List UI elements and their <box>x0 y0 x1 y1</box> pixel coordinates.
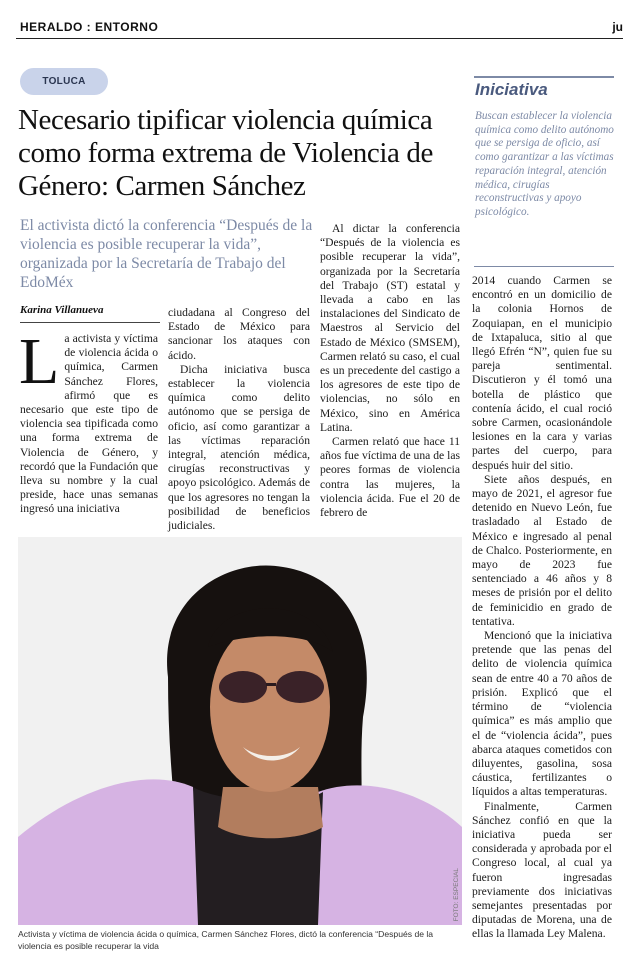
paragraph: Dicha iniciativa busca establecer la violencia química como delito autónomo que se persiga de oficio, así como garantizar a las víctimas reparación integral, atención médica, cirugías reconstructivas y apoyo psicológico. Además de que los agresores no tengan la posibilidad de beneficios judiciales. <box>168 362 310 533</box>
paragraph: a activista y víctima de violencia ácida o química, Carmen Sánchez Flores, afirmó que es necesario que este tipo de violencia sea tipificada como una forma extrema de Violencia de Género, y recordó que la Fundación que lleva su nombre y la cual preside, hace unas semanas ingresó una iniciativa <box>20 332 158 516</box>
headline: Necesario tipificar violencia química como forma extrema de Violencia de Género: Carmen Sánchez <box>18 104 433 202</box>
paragraph: Siete años después, en mayo de 2021, el agresor fue detenido en Nuevo León, fue trasladado al Estado de México e ingresado al penal de Chalco. Posteriormente, en mayo de 2023 fue sentenciado a 46 años y 8 meses de prisión por el delito de feminicidio en grado de tentativa. <box>472 472 612 628</box>
byline: Karina Villanueva <box>20 304 104 316</box>
article-column-3 <box>320 222 460 520</box>
sidebar-text: Buscan establecer la violencia química como delito autónomo que se persiga de oficio, así como garantizar a las víctimas reparación integral, atención médica, cirugías reconstructivas y apoyo psicológico. <box>475 110 614 218</box>
sidebar-divider-top <box>474 76 614 78</box>
deck: El activista dictó la conferencia “Después de la violencia es posible recuperar la vida”, organizada por la Secretaría de Trabajo del EdoMéx <box>20 217 313 291</box>
page-header <box>16 16 623 40</box>
sidebar-divider-bottom <box>474 266 614 267</box>
portrait-illustration <box>18 537 462 925</box>
article-column-1 <box>19 325 158 517</box>
article-photo <box>18 537 462 925</box>
photo-credit: FOTO: ESPECIAL <box>453 867 460 921</box>
paragraph: Al dictar la conferencia “Después de la violencia es posible recuperar la vida”, organizada por la Secretaría del Trabajo (ST) estatal y llevada a cabo en las instalaciones del Sindicato de Maestros al Servicio del Estado de México (SMSEM), Carmen relató su caso, el cual es un precedente del castigo a los agresores de este tipo de violencias, no sólo en México, sino en América Latina. <box>320 222 460 434</box>
location-tag: TOLUCA <box>20 68 108 95</box>
sidebar-title: Iniciativa <box>475 80 548 99</box>
paragraph: 2014 cuando Carmen se encontró en un domicilio de la colonia Hornos de Zoquiapan, en el municipio de Ixtapaluca, sitio al que llegó Efrén “N”, quien fue su pareja sentimental. Discutieron y él tomó una botella de plástico que contenía ácido, el cual roció sobre Carmen, ocasionándole lesiones en la cara y varias partes del cuerpo, para después huir del sitio. <box>472 274 612 472</box>
paragraph: ciudadana al Congreso del Estado de México para sancionar los ataques con ácido. <box>168 306 310 362</box>
dropcap: L <box>19 325 60 398</box>
article-column-4 <box>472 274 612 942</box>
header-divider <box>16 38 623 39</box>
paragraph: Mencionó que la iniciativa pretende que las penas del delito de violencia química sean de entre 40 a 70 años de prisión. Explicó que el término de “violencia química” es más amplio que el de “violencia ácida”, pues abarca ataques cometidos con diluyentes, gasolina, sosa cáustica, fertilizantes o líquidos a altas temperaturas. <box>472 629 612 799</box>
header-date: ju <box>612 20 623 34</box>
article-column-2 <box>168 306 310 533</box>
byline-divider <box>20 322 160 323</box>
photo-caption: Activista y víctima de violencia ácida o química, Carmen Sánchez Flores, dictó la conferencia “Después de la violencia es posible recuperar la vida <box>18 929 434 951</box>
section-label: HERALDO : ENTORNO <box>20 20 159 34</box>
paragraph: Carmen relató que hace 11 años fue víctima de una de las peores formas de violencia contra las mujeres, la violencia ácida. Fue el 20 de febrero de <box>320 435 460 520</box>
paragraph: Finalmente, Carmen Sánchez confió en que la iniciativa pueda ser considerada y aprobada por el Congreso local, al cual ya fueron ingresadas previamente dos iniciativas semejantes presentadas por diputadas de Morena, una de ellas la llamada Ley Malena. <box>472 799 612 941</box>
